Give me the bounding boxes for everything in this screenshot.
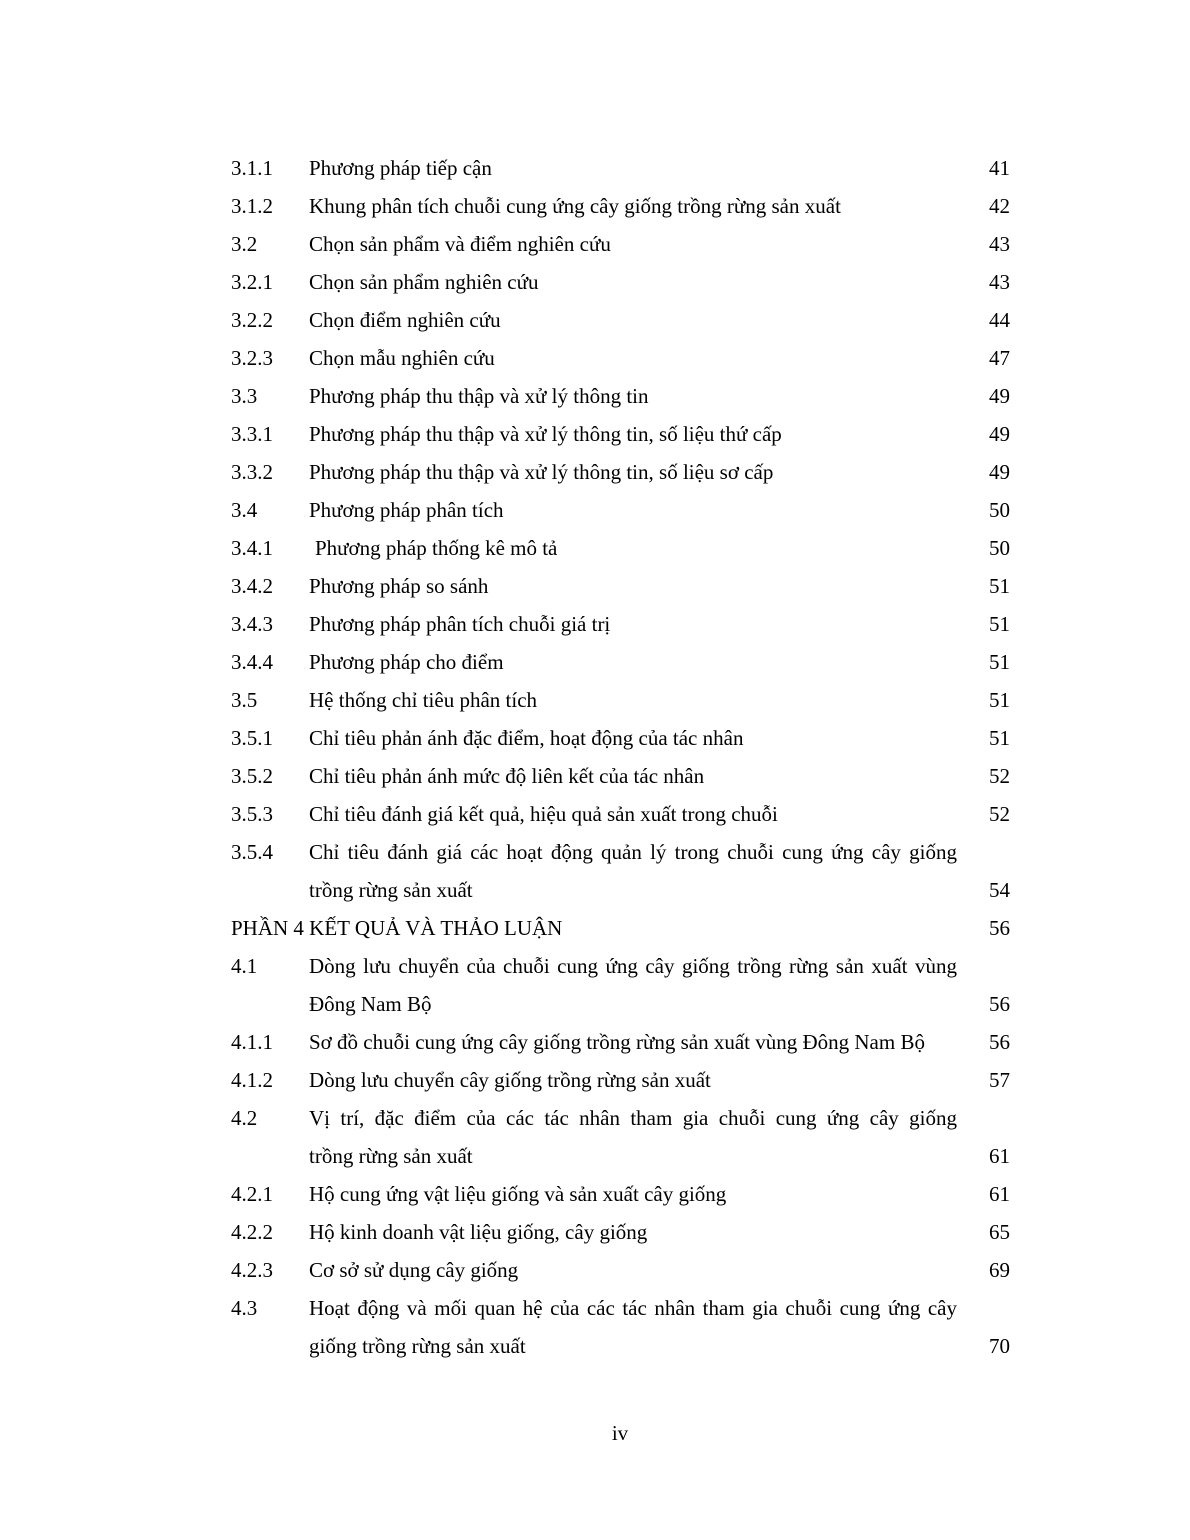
toc-entry-number: 4.1	[231, 954, 258, 978]
toc-entry-3-2-2[interactable]	[231, 301, 1010, 339]
toc-entry-title	[309, 1099, 957, 1175]
toc-entry-page: 51	[989, 612, 1010, 636]
toc-entry-number: 3.3.1	[231, 422, 273, 446]
toc-entry-3-5-1[interactable]	[231, 719, 1010, 757]
toc-entry-title-line: trồng rừng sản xuất	[309, 878, 473, 902]
toc-part-heading[interactable]	[231, 909, 1010, 947]
toc-entry-3-4-1[interactable]	[231, 529, 1010, 567]
toc-entry-title: Hộ cung ứng vật liệu giống và sản xuất cây giống	[309, 1182, 727, 1206]
toc-entry-3-3-1[interactable]	[231, 415, 1010, 453]
toc-entry-title: Chỉ tiêu đánh giá kết quả, hiệu quả sản xuất trong chuỗi	[309, 802, 778, 826]
toc-entry-3-5[interactable]	[231, 681, 1010, 719]
toc-entry-number: 4.2.1	[231, 1182, 273, 1206]
toc-entry-number: 3.1.1	[231, 156, 273, 180]
toc-entry-page: 65	[989, 1220, 1010, 1244]
toc-entry-title: Dòng lưu chuyển cây giống trồng rừng sản xuất	[309, 1068, 711, 1092]
toc-entry-3-4-3[interactable]	[231, 605, 1010, 643]
toc-entry-number: 4.1.2	[231, 1068, 273, 1092]
toc-entry-page: 56	[989, 1030, 1010, 1054]
toc-entry-page: 61	[989, 1182, 1010, 1206]
toc-entry-number: 3.3.2	[231, 460, 273, 484]
toc-entry-4-2[interactable]	[231, 1099, 1010, 1175]
toc-entry-title: Khung phân tích chuỗi cung ứng cây giống trồng rừng sản xuất	[309, 194, 841, 218]
toc-entry-4-1-2[interactable]	[231, 1061, 1010, 1099]
toc-entry-title: Cơ sở sử dụng cây giống	[309, 1258, 519, 1282]
toc-entry-number: 4.2.2	[231, 1220, 273, 1244]
toc-entry-title: Phương pháp thu thập và xử lý thông tin, số liệu thứ cấp	[309, 422, 782, 446]
toc-entry-title: Phương pháp tiếp cận	[309, 156, 492, 180]
toc-entry-number: 3.1.2	[231, 194, 273, 218]
toc-entry-3-1-1[interactable]	[231, 149, 1010, 187]
toc-entry-number: 3.2.1	[231, 270, 273, 294]
toc-entry-3-4[interactable]	[231, 491, 1010, 529]
toc-entry-4-2-3[interactable]	[231, 1251, 1010, 1289]
toc-entry-page: 43	[989, 270, 1010, 294]
toc-entry-3-2-1[interactable]	[231, 263, 1010, 301]
toc-entry-title: Chọn mẫu nghiên cứu	[309, 346, 495, 370]
toc-entry-title-line: Vị trí, đặc điểm của các tác nhân tham gia chuỗi cung ứng cây giống	[309, 1106, 957, 1130]
toc-entry-title: Hộ kinh doanh vật liệu giống, cây giống	[309, 1220, 648, 1244]
toc-entry-title-line: Đông Nam Bộ	[309, 992, 432, 1016]
toc-entry-number: 3.4	[231, 498, 258, 522]
toc-entry-3-5-4[interactable]	[231, 833, 1010, 909]
toc-entry-3-3[interactable]	[231, 377, 1010, 415]
toc-entry-number: 3.5	[231, 688, 258, 712]
toc-entry-page: 42	[989, 194, 1010, 218]
toc-entry-page: 51	[989, 688, 1010, 712]
toc-entry-number: 4.1.1	[231, 1030, 273, 1054]
toc-entry-number: 4.3	[231, 1296, 258, 1320]
toc-entry-title	[309, 833, 957, 909]
toc-entry-page: 43	[989, 232, 1010, 256]
toc-entry-page: 56	[989, 916, 1010, 940]
toc-entry-title-line: Dòng lưu chuyển của chuỗi cung ứng cây giống trồng rừng sản xuất vùng	[309, 954, 957, 978]
toc-entry-title	[309, 947, 957, 1023]
toc-entry-page: 51	[989, 726, 1010, 750]
toc-entry-title: Chỉ tiêu phản ánh mức độ liên kết của tác nhân	[309, 764, 705, 788]
toc-entry-number: 4.2	[231, 1106, 258, 1130]
toc-entry-3-4-2[interactable]	[231, 567, 1010, 605]
toc-entry-title: Phương pháp thu thập và xử lý thông tin, số liệu sơ cấp	[309, 460, 774, 484]
toc-heading-title: PHẦN 4 KẾT QUẢ VÀ THẢO LUẬN	[231, 916, 563, 940]
toc-entry-title: Phương pháp thống kê mô tả	[315, 536, 558, 560]
toc-entry-number: 3.5.2	[231, 764, 273, 788]
toc-entry-number: 3.5.1	[231, 726, 273, 750]
toc-entry-page: 52	[989, 802, 1010, 826]
toc-entry-page: 49	[989, 422, 1010, 446]
toc-entry-3-5-3[interactable]	[231, 795, 1010, 833]
toc-entry-number: 4.2.3	[231, 1258, 273, 1282]
toc-entry-number: 3.5.4	[231, 840, 273, 864]
toc-entry-title: Phương pháp so sánh	[309, 574, 489, 598]
toc-entry-title: Chọn sản phẩm nghiên cứu	[309, 270, 539, 294]
toc-entry-page: 61	[989, 1144, 1010, 1168]
toc-entry-3-2-3[interactable]	[231, 339, 1010, 377]
toc-entry-page: 51	[989, 650, 1010, 674]
toc-entry-page: 49	[989, 460, 1010, 484]
toc-entry-number: 3.4.3	[231, 612, 273, 636]
toc-entry-title-line: Hoạt động và mối quan hệ của các tác nhân tham gia chuỗi cung ứng cây	[309, 1296, 957, 1320]
toc-entry-4-1[interactable]	[231, 947, 1010, 1023]
toc-entry-page: 50	[989, 498, 1010, 522]
table-of-contents	[231, 149, 1010, 1365]
toc-entry-title: Sơ đồ chuỗi cung ứng cây giống trồng rừng sản xuất vùng Đông Nam Bộ	[309, 1030, 925, 1054]
toc-entry-number: 3.2	[231, 232, 258, 256]
toc-entry-number: 3.5.3	[231, 802, 273, 826]
toc-entry-title: Phương pháp thu thập và xử lý thông tin	[309, 384, 649, 408]
toc-entry-page: 57	[989, 1068, 1010, 1092]
toc-entry-page: 41	[989, 156, 1010, 180]
toc-entry-3-3-2[interactable]	[231, 453, 1010, 491]
toc-entry-title-line: Chỉ tiêu đánh giá các hoạt động quản lý trong chuỗi cung ứng cây giống	[309, 840, 957, 864]
toc-entry-title: Chỉ tiêu phản ánh đặc điểm, hoạt động của tác nhân	[309, 726, 744, 750]
toc-entry-number: 3.4.1	[231, 536, 273, 560]
toc-entry-number: 3.2.2	[231, 308, 273, 332]
toc-entry-page: 52	[989, 764, 1010, 788]
toc-entry-3-2[interactable]	[231, 225, 1010, 263]
toc-entry-page: 49	[989, 384, 1010, 408]
toc-entry-title: Chọn sản phẩm và điểm nghiên cứu	[309, 232, 611, 256]
toc-entry-title-line: trồng rừng sản xuất	[309, 1144, 473, 1168]
toc-entry-4-3[interactable]	[231, 1289, 1010, 1365]
toc-entry-title: Phương pháp phân tích chuỗi giá trị	[309, 612, 611, 636]
toc-entry-number: 3.3	[231, 384, 258, 408]
toc-entry-title: Phương pháp cho điểm	[309, 650, 504, 674]
toc-entry-page: 70	[989, 1334, 1010, 1358]
toc-entry-number: 3.4.4	[231, 650, 273, 674]
toc-entry-page: 69	[989, 1258, 1010, 1282]
toc-entry-number: 3.4.2	[231, 574, 273, 598]
page-number: iv	[611, 1421, 629, 1445]
toc-entry-title: Phương pháp phân tích	[309, 498, 504, 522]
toc-entry-page: 44	[989, 308, 1010, 332]
toc-entry-number: 3.2.3	[231, 346, 273, 370]
toc-entry-title: Hệ thống chỉ tiêu phân tích	[309, 688, 538, 712]
toc-entry-page: 50	[989, 536, 1010, 560]
toc-entry-4-1-1[interactable]	[231, 1023, 1010, 1061]
toc-entry-title	[309, 1289, 957, 1365]
toc-entry-page: 51	[989, 574, 1010, 598]
toc-entry-3-4-4[interactable]	[231, 643, 1010, 681]
toc-entry-page: 54	[989, 878, 1010, 902]
toc-entry-title-line: giống trồng rừng sản xuất	[309, 1334, 526, 1358]
toc-entry-4-2-2[interactable]	[231, 1213, 1010, 1251]
toc-entry-4-2-1[interactable]	[231, 1175, 1010, 1213]
toc-entry-title: Chọn điểm nghiên cứu	[309, 308, 501, 332]
toc-entry-page: 56	[989, 992, 1010, 1016]
toc-entry-3-5-2[interactable]	[231, 757, 1010, 795]
toc-entry-page: 47	[989, 346, 1010, 370]
toc-entry-3-1-2[interactable]	[231, 187, 1010, 225]
